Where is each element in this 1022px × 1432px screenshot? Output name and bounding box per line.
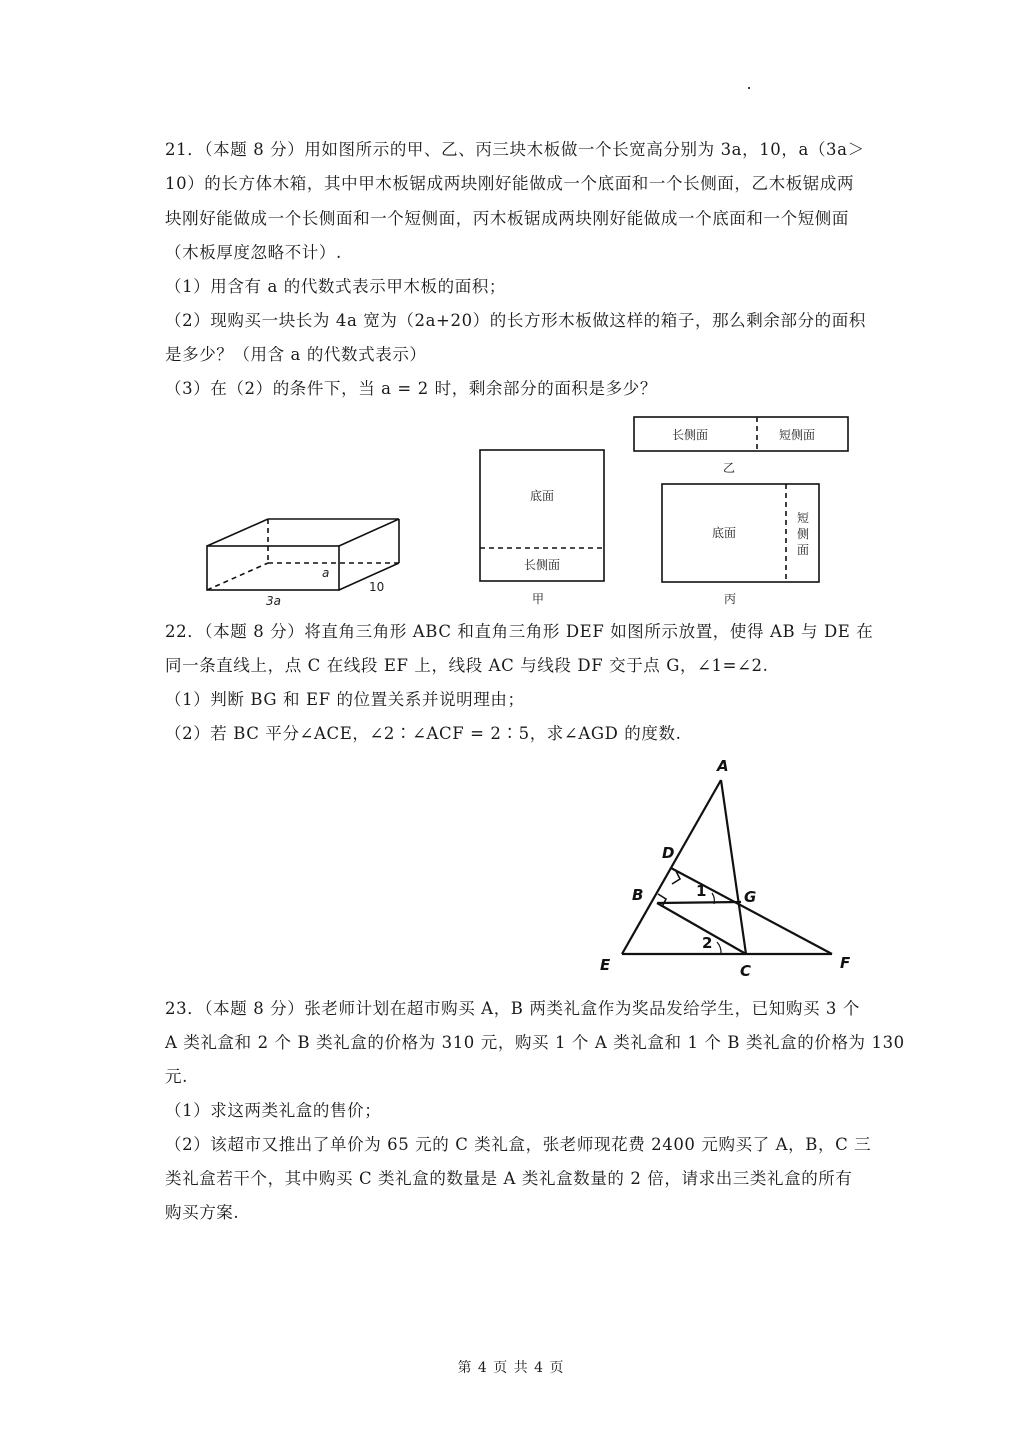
q21-line-3: 块刚好能做成一个长侧面和一个短侧面，丙木板锯成两块刚好能做成一个底面和一个短侧面 xyxy=(165,209,849,228)
point-F-label: F xyxy=(840,954,851,972)
point-E-label: E xyxy=(600,956,611,974)
q23-part2-line1: （2）该超市又推出了单价为 65 元的 C 类礼盒，张老师现花费 2400 元购买了 A，B，C 三 xyxy=(165,1135,872,1154)
bing-short-char-3: 面 xyxy=(796,543,810,557)
q22-line-2: 同一条直线上，点 C 在线段 EF 上，线段 AC 与线段 DF 交于点 G，∠1=∠2. xyxy=(165,656,769,675)
q21-part1: （1）用含有 a 的代数式表示甲木板的面积； xyxy=(165,277,507,296)
board-bing xyxy=(662,484,819,582)
q21-figure xyxy=(0,400,1022,615)
yi-short-side-label: 短侧面 xyxy=(778,428,816,442)
point-D-label: D xyxy=(662,844,675,862)
point-C-label: C xyxy=(740,962,752,980)
q23-part1: （1）求这两类礼盒的售价； xyxy=(165,1101,382,1120)
yi-long-side-label: 长侧面 xyxy=(671,428,709,442)
point-B-label: B xyxy=(632,886,644,904)
box-width-label: 10 xyxy=(369,580,385,594)
jia-long-side-label: 长侧面 xyxy=(523,558,561,572)
point-G-label: G xyxy=(744,888,757,906)
q22-figure xyxy=(580,750,870,980)
angle-2-label: 2 xyxy=(702,934,713,952)
q23-line-3: 元. xyxy=(165,1067,188,1086)
q22-line-1: 22．（本题 8 分）将直角三角形 ABC 和直角三角形 DEF 如图所示放置，使得 AB 与 DE 在 xyxy=(165,622,874,641)
triangle-diagram xyxy=(622,780,832,954)
jia-caption: 甲 xyxy=(531,592,545,606)
q21-part2-line2: 是多少？（用含 a 的代数式表示） xyxy=(165,345,427,364)
q22-part2: （2）若 BC 平分∠ACE，∠2∶∠ACF = 2∶5，求∠AGD 的度数. xyxy=(165,724,682,743)
box-height-label: a xyxy=(322,566,330,580)
q21-line-4: （木板厚度忽略不计）. xyxy=(165,243,342,262)
page-footer: 第 4 页 共 4 页 xyxy=(457,1360,565,1376)
box-length-label: 3a xyxy=(266,594,281,608)
q23-part2-line2: 类礼盒若干个，其中购买 C 类礼盒的数量是 A 类礼盒数量的 2 倍，请求出三类礼盒的所有 xyxy=(165,1169,853,1188)
q23-line-1: 23．（本题 8 分）张老师计划在超市购买 A，B 两类礼盒作为奖品发给学生，已知购买 3 个 xyxy=(165,999,860,1018)
bing-short-char-1: 短 xyxy=(796,511,810,525)
jia-bottom-label: 底面 xyxy=(529,489,555,503)
q23-part2-line3: 购买方案. xyxy=(165,1203,240,1222)
speck xyxy=(748,87,750,89)
q23-line-2: A 类礼盒和 2 个 B 类礼盒的价格为 310 元，购买 1 个 A 类礼盒和 1 个 B 类礼盒的价格为 130 xyxy=(165,1033,905,1052)
q21-part2-line1: （2）现购买一块长为 4a 宽为（2a+20）的长方形木板做这样的箱子，那么剩余部分的面积 xyxy=(165,311,866,330)
point-A-label: A xyxy=(717,757,729,775)
q21-line-2: 10）的长方体木箱，其中甲木板锯成两块刚好能做成一个底面和一个长侧面，乙木板锯成两 xyxy=(165,174,855,193)
board-yi xyxy=(634,417,848,451)
bing-short-char-2: 侧 xyxy=(796,527,810,541)
angle-1-label: 1 xyxy=(696,882,707,900)
bing-bottom-label: 底面 xyxy=(711,526,737,540)
yi-caption: 乙 xyxy=(722,461,736,475)
q22-part1: （1）判断 BG 和 EF 的位置关系并说明理由； xyxy=(165,690,525,709)
bing-caption: 丙 xyxy=(723,592,737,606)
q21-part3: （3）在（2）的条件下，当 a = 2 时，剩余部分的面积是多少？ xyxy=(165,379,657,398)
q21-line-1: 21．（本题 8 分）用如图所示的甲、乙、丙三块木板做一个长宽高分别为 3a，10，a（3a＞ xyxy=(165,140,865,159)
